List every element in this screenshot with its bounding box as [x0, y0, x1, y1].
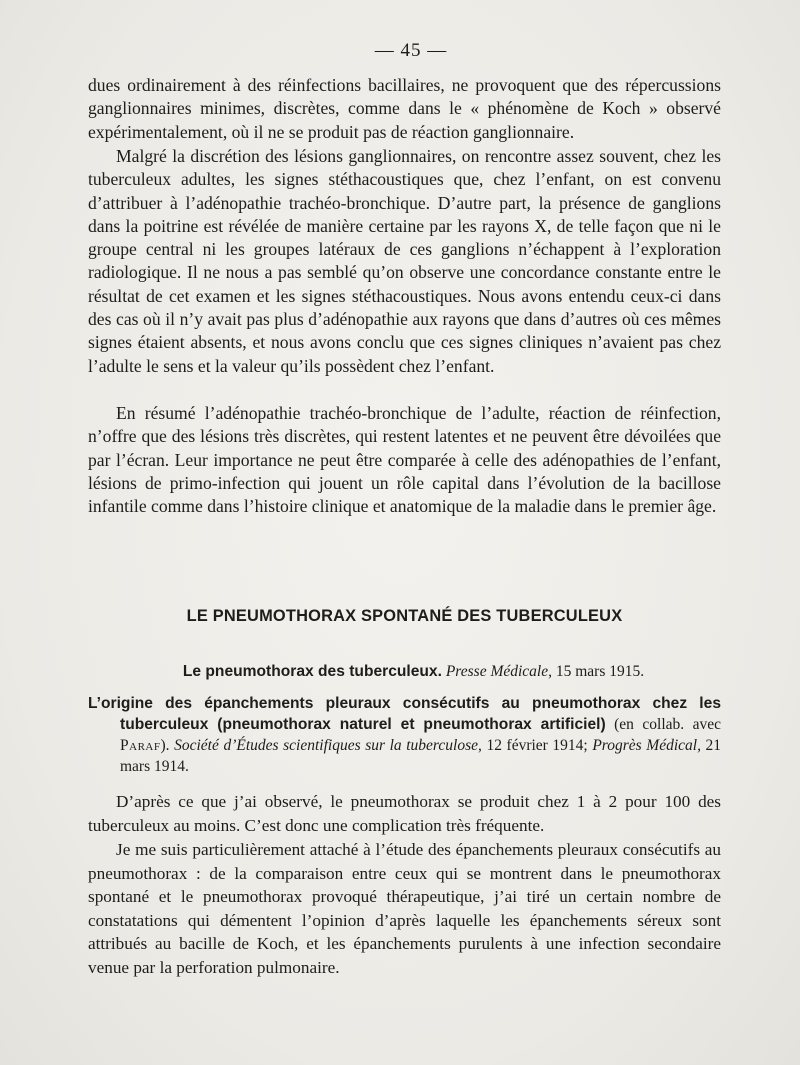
reference-journal: Société d’Études scientifiques sur la tuberculose, — [174, 737, 482, 754]
reference-journal: Presse Médicale, — [445, 663, 552, 680]
reference-journal: Progrès Médical, — [592, 737, 701, 754]
reference-date: 15 mars 1915. — [555, 663, 645, 680]
section-heading: LE PNEUMOTHORAX SPONTANÉ DES TUBERCULEUX — [186, 607, 623, 625]
reference-collab-suffix: ). — [160, 737, 170, 754]
paragraph-frequency: D’après ce que j’ai observé, le pneumothorax se produit chez 1 à 2 pour 100 des tuberculeux au moins. C’est donc une complication très fréquente. — [88, 792, 721, 835]
paragraph-effusions-study: Je me suis particulièrement attaché à l’étude des épanchements pleuraux consécutifs au pneumothorax : de la comparaison entre ceux qui se montrent dans le pneumothorax spontané et le pneumothorax provoqué thérapeutique, j’ai tiré un certain nombre de constatations qui démentent l’opinion d’après laquelle les épanchements séreux sont attribués au bacille de Koch, et les épanchements purulents à une infection secondaire venue par la perforation pulmonaire. — [88, 840, 721, 977]
reference-pleural-effusions — [88, 693, 721, 777]
paragraph-summary: En résumé l’adénopathie trachéo-bronchique de l’adulte, réaction de réinfection, n’offre que des lésions très discrètes, qui restent latentes et ne peuvent être dévoilées que par l’écran. Leur importance ne peut être comparée à celle des adénopathies de l’enfant, lésions de primo-infection qui jouent un rôle capital dans l’évolution de la bacillose infantile comme dans l’histoire clinique et anatomique de la maladie dans le premier âge. — [88, 403, 721, 517]
page-number: — 45 — — [374, 40, 448, 61]
reference-date: 21 mars 1914. — [120, 737, 722, 775]
reference-collab-prefix: (en collab. avec — [614, 716, 721, 733]
reference-title: Le pneumothorax des tuberculeux. — [182, 663, 442, 680]
reference-date: 12 février 1914; — [486, 737, 588, 754]
paragraph-ganglionic-lesions: Malgré la discrétion des lésions ganglionnaires, on rencontre assez souvent, chez les tuberculeux adultes, les signes stéthacoustiques que, chez l’enfant, on est convenu d’attribuer à l’adénopathie trachéo-bronchique. D’autre part, la présence de ganglions dans la poitrine est révélée de manière certaine par les rayons X, de telle façon que ni le groupe central ni les groupes latéraux de ces ganglions n’échappent à l’exploration radiologique. Il ne nous a pas semblé qu’on observe une concordance constante entre le résultat de cet examen et les signes stéthacoustiques. Nous avons entendu ceux-ci dans des cas où il n’y avait pas plus d’adénopathie aux rayons que dans d’autres où ces mêmes signes étaient absents, et nous avons conclu que ces signes cliniques n’avaient pas chez l’adulte le sens et la valeur qu’ils possèdent chez l’enfant. — [88, 146, 721, 376]
reference-title: L’origine des épanchements pleuraux consécutifs au pneumothorax chez les tuberculeux (pneumothorax naturel et pneumothorax artificiel) — [88, 695, 721, 733]
reference-collab-name: Paraf — [120, 737, 161, 754]
paragraph-reinfections: dues ordinairement à des réinfections bacillaires, ne provoquent que des répercussions ganglionnaires minimes, discrètes, comme dans le « phénomène de Koch » observé expérimentalement, où il ne se produit pas de réaction ganglionnaire. — [88, 75, 721, 142]
reference-pneumothorax — [88, 661, 721, 682]
